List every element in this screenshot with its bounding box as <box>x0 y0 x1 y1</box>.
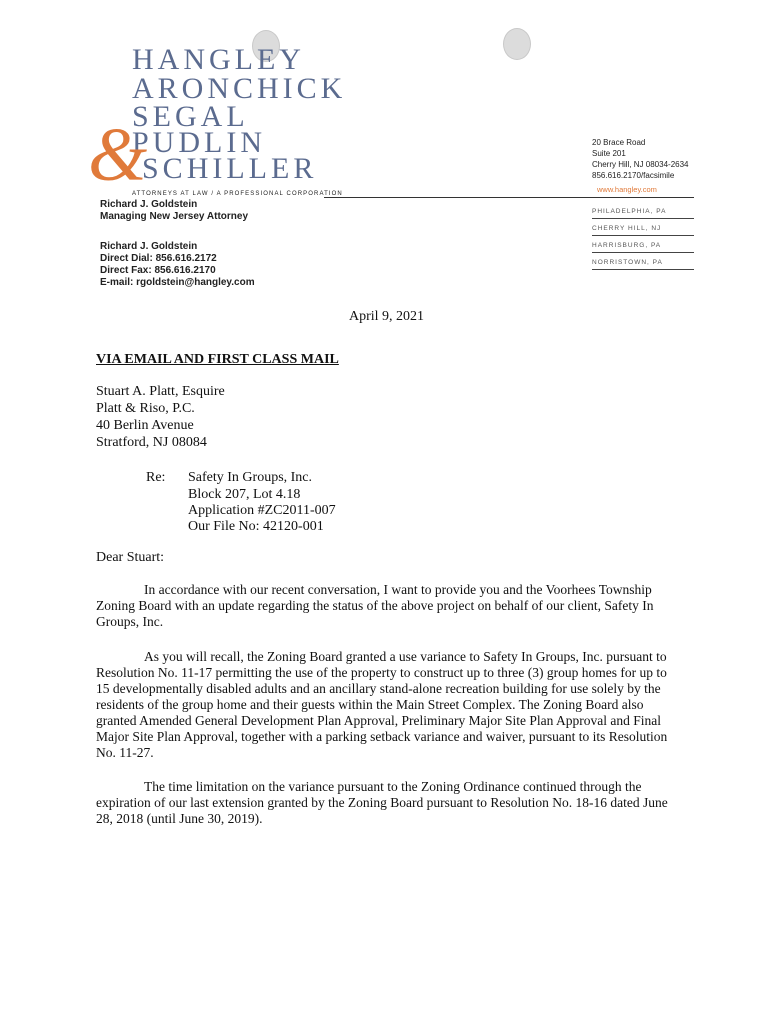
punch-hole <box>503 28 531 60</box>
re-label: Re: <box>146 470 166 485</box>
recipient-line: Stuart A. Platt, Esquire <box>96 384 225 399</box>
website-link[interactable]: www.hangley.com <box>597 185 657 194</box>
body-paragraph: As you will recall, the Zoning Board granted a use variance to Safety In Groups, Inc. pursuant to Resolution No. 11-17 permitting the use of the property to construct up to three (3) group homes for up to 15 developmentally disabled adults and an ancillary stand-alone recreation building for use solely by the residents of the group home and their guests within the Main Street Complex. The Zoning Board also granted Amended General Development Plan Approval, Preliminary Major Site Plan Approval and Final Major Site Plan Approval, together with a parking setback variance and waiver, pursuant to its Resolution No. 11-27. <box>96 649 668 760</box>
logo-line: SEGAL <box>132 100 249 133</box>
sender-direct-dial: Direct Dial: 856.616.2172 <box>100 253 217 264</box>
address-line: Cherry Hill, NJ 08034-2634 <box>592 160 689 169</box>
office-location: HARRISBURG, PA <box>592 242 694 253</box>
sender-name: Richard J. Goldstein <box>100 199 198 210</box>
body-paragraph: The time limitation on the variance pursuant to the Zoning Ordinance continued through the expiration of our last extension granted by the Zoning Board pursuant to Resolution No. 18-16 dated June 28, 2018 (until June 30, 2019). <box>96 779 668 826</box>
tagline-divider <box>324 197 694 198</box>
address-line: 20 Brace Road <box>592 138 646 147</box>
address-line: Suite 201 <box>592 149 626 158</box>
sender-title: Managing New Jersey Attorney <box>100 211 249 222</box>
body-paragraph: In accordance with our recent conversation, I want to provide you and the Voorhees Township Zoning Board with an update regarding the status of the above project on behalf of our client, Safety In Groups, Inc. <box>96 582 654 629</box>
re-line: Safety In Groups, Inc. <box>188 470 313 485</box>
office-location: CHERRY HILL, NJ <box>592 225 694 236</box>
office-location: NORRISTOWN, PA <box>592 259 694 270</box>
salutation: Dear Stuart: <box>96 550 165 565</box>
delivery-method: VIA EMAIL AND FIRST CLASS MAIL <box>96 352 339 367</box>
office-location: PHILADELPHIA, PA <box>592 208 694 219</box>
letter-date: April 9, 2021 <box>349 309 425 324</box>
address-line: 856.616.2170/facsimile <box>592 171 675 180</box>
logo-line: PUDLIN <box>132 126 266 159</box>
logo-line: ARONCHICK <box>132 72 347 105</box>
sender-name-repeat: Richard J. Goldstein <box>100 241 198 252</box>
recipient-line: 40 Berlin Avenue <box>96 418 194 433</box>
sender-email[interactable]: E-mail: rgoldstein@hangley.com <box>100 277 255 288</box>
re-line: Our File No: 42120-001 <box>188 519 324 534</box>
ampersand-mark: & <box>88 113 148 197</box>
recipient-line: Stratford, NJ 08084 <box>96 435 207 450</box>
sender-direct-fax: Direct Fax: 856.616.2170 <box>100 265 216 276</box>
re-line: Block 207, Lot 4.18 <box>188 487 301 502</box>
logo-line: SCHILLER <box>142 152 318 185</box>
logo-line: HANGLEY <box>132 43 305 76</box>
firm-tagline: ATTORNEYS AT LAW / A PROFESSIONAL CORPORATION <box>132 191 343 197</box>
recipient-line: Platt & Riso, P.C. <box>96 401 195 416</box>
re-line: Application #ZC2011-007 <box>188 503 336 518</box>
